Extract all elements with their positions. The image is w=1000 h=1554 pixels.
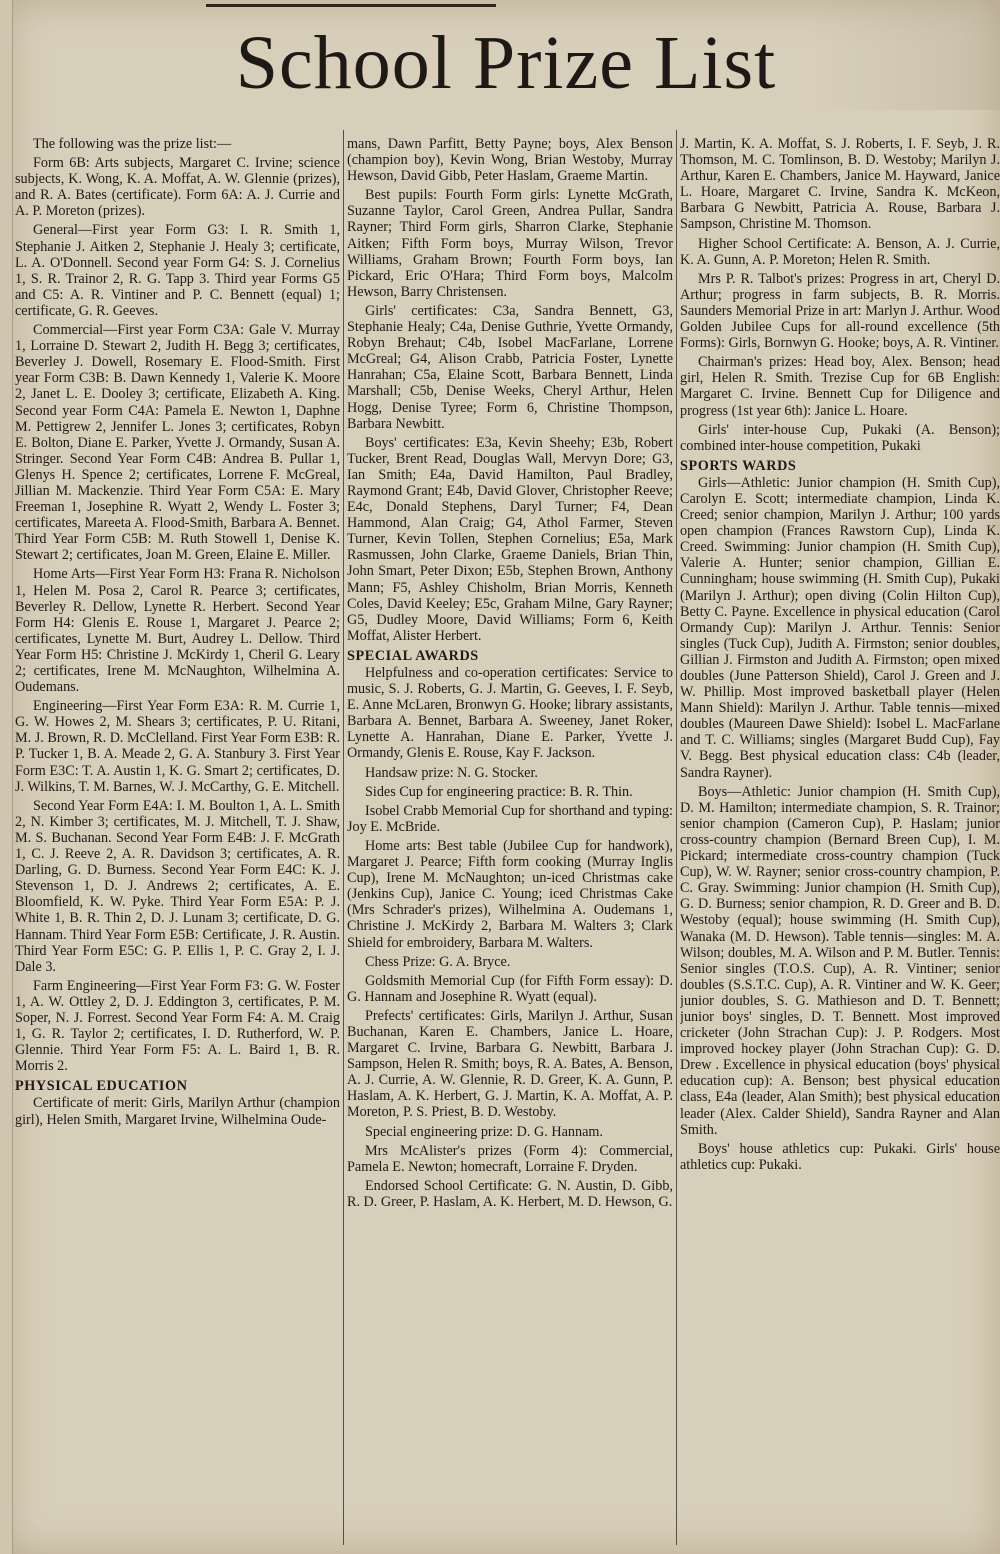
paragraph: Second Year Form E4A: I. M. Boulton 1, A. L. Smith 2, N. Kimber 3; certificates, M. J. Mitchell, T. J. Shaw, M. S. Buchanan. Second Year Form E4B: J. F. McGrath 1, C. J. Reeve 2, A. R. Davidson 3; certificates, A. R. Darling, G. D. Burness. Second Year Form E4C: K. J. Stevenson 1, D. J. Andrews 2; certificates, A. E. Bloomfield, K. W. Pyke. Third Year Form E5A: P. J. White 1, B. R. Thin 2, D. J. Lunam 3; certificate, D. G. Hannam. Third Year Form E5B: Certificate, J. R. Austin. Third Year Form E5C: G. P. Ellis 1, P. C. Gray 2, I. J. Dale 3. — [15, 797, 340, 975]
headline: School Prize List — [235, 21, 777, 105]
paragraph: Helpfulness and co-operation certificates: Service to music, S. J. Roberts, G. J. Martin, G. Geeves, I. F. Seyb, E. Anne McLaren, Bronwyn G. Hooke; library assistants, Barbara A. Bennet, Barbara A. Sweeney, Janet Roker, Lynette A. Hanrahan, Diane E. Parker, Yvette J. Ormandy, Glenis E. Rouse, Kay F. Jackson. — [347, 665, 673, 762]
paragraph: Girls' certificates: C3a, Sandra Bennett, G3, Stephanie Healy; C4a, Denise Guthrie, Yvette Ormandy, Robyn Brehaut; C4b, Isobel MacFarlane, Lorrene McGreal; G4, Alison Crabb, Patricia Foster, Lynette Hanrahan; C5a, Elaine Scott, Barbara Bennett, Linda Marshall; C5b, Denise Weeks, Cheryl Arthur, Helen Hogg, Denise Tyree; Form 6, Christine Thompson, Barbara Newbitt. — [347, 302, 673, 432]
paragraph: Isobel Crabb Memorial Cup for shorthand and typing: Joy E. McBride. — [347, 802, 673, 835]
paragraph: Goldsmith Memorial Cup (for Fifth Form essay): D. G. Hannam and Josephine R. Wyatt (equal). — [347, 972, 673, 1005]
paragraph: Mrs McAlister's prizes (Form 4): Commercial, Pamela E. Newton; homecraft, Lorraine F. Dryden. — [347, 1142, 673, 1175]
paragraph: Farm Engineering—First Year Form F3: G. W. Foster 1, A. W. Ottley 2, D. J. Eddington 3, certificates, P. M. Soper, N. J. Forrest. Second Year Form F4: A. M. Craig 1, G. R. Taylor 2; certificates, I. D. Rutherford, W. P. Glennie. Third Year Form F5: A. L. Baird 1, B. R. Morris 2. — [15, 977, 340, 1075]
paragraph: General—First year Form G3: I. R. Smith 1, Stephanie J. Aitken 2, Stephanie J. Healy 3; certificate, L. A. O'Donnell. Second year Form G4: S. J. Cornelius 1, S. R. Trainor 2, R. G. Tapp 3. Third year Forms G5 and C5: A. R. Vintiner and P. C. Bennett (equal) 1; certificate, G. R. Geeves. — [15, 222, 340, 319]
paragraph: Chairman's prizes: Head boy, Alex. Benson; head girl, Helen R. Smith. Trezise Cup for 6B English: Margaret C. Irvine. Bennett Cup for Diligence and progress (1st year 6th): Janice L. Hoare. — [680, 354, 1000, 419]
column-1 — [15, 136, 340, 1546]
paragraph: Sides Cup for engineering practice: B. R. Thin. — [365, 783, 633, 800]
column-3 — [680, 136, 1000, 1546]
paragraph: Special engineering prize: D. G. Hannam. — [365, 1123, 603, 1140]
paragraph: Commercial—First year Form C3A: Gale V. Murray 1, Lorraine D. Stewart 2, Judith H. Begg 3; certificates, Beverley J. Dowell, Rosemary E. Flood-Smith. First year Form C3B: B. Dawn Kennedy 1, Valerie K. Moore 2, Janet L. E. Dooley 3; certificate, Elizabeth A. King. Second year Form C4A: Pamela E. Newton 1, Daphne M. Pettigrew 2, Jennifer L. Jones 3; certificates, Robyn E. Bolton, Diane E. Parker, Yvette J. Ormandy, Susan A. Stringer. Second Year Form C4B: Andrea B. Pullar 1, Glenys H. Spence 2; certificates, Lorrene F. McGreal, Jillian M. Mackenzie. Third Year Form C5A: E. Mary Freeman 1, Josephine R. Wyatt 2, Wendy L. Foster 3; certificates, Mareeta A. Flood-Smith, Barbara A. Bennet. Third Year Form C5B: M. Ruth Stowell 1, Denise K. Stewart 2; certificates, Joan M. Green, Elaine E. Miller. — [15, 322, 340, 564]
column-2 — [347, 136, 673, 1546]
paragraph: Home arts: Best table (Jubilee Cup for handwork), Margaret J. Pearce; Fifth form cooking (Murray Inglis Cup), Irene M. McNaughton; un-iced Christmas cake (Jenkins Cup), Janice C. Young; iced Christmas Cake (Mrs Schrader's prizes), Wilhelmina A. Oudemans 1, Christine J. McKirdy 2, Barbara M. Walters 3; Clark Shield for embroidery, Barbara M. Walters. — [347, 837, 673, 951]
paragraph: Prefects' certificates: Girls, Marilyn J. Arthur, Susan Buchanan, Karen E. Chambers, Janice L. Hoare, Margaret C. Irvine, Barbara G. Newbitt, Barbara J. Sampson, Helen R. Smith; boys, R. A. Bates, A. Benson, A. J. Currie, A. W. Glennie, R. D. Greer, K. A. Gunn, P. Haslam, A. K. Herbert, G. J. Martin, K. A. Moffat, A. P. Moreton, P. S. Priest, B. D. Westoby. — [347, 1007, 673, 1121]
paragraph: Certificate of merit: Girls, Marilyn Arthur (champion girl), Helen Smith, Margaret Irvine, Wilhelmina Oude- — [15, 1095, 340, 1128]
paragraph: The following was the prize list:— — [33, 136, 232, 152]
section-heading: SPORTS WARDS — [680, 457, 797, 474]
paragraph: Mrs P. R. Talbot's prizes: Progress in art, Cheryl D. Arthur; progress in farm subjects, B. R. Morris. Saunders Memorial Prize in art: Marlyn J. Arthur. Wood Golden Jubilee Cups for all-round excellence (5th Forms): Girls, Bornwyn G. Hooke; boys, A. R. Vintiner. — [680, 270, 1000, 352]
paragraph: Endorsed School Certificate: G. N. Austin, D. Gibb, R. D. Greer, P. Haslam, A. K. Herbert, M. D. Hewson, G. — [347, 1177, 673, 1210]
paragraph: Girls' inter-house Cup, Pukaki (A. Benson); combined inter-house competition, Pukaki — [680, 421, 1000, 454]
paragraph: Boys' certificates: E3a, Kevin Sheehy; E3b, Robert Tucker, Brent Read, Douglas Wall, Mervyn Dore; G3, Ian Smith; E4a, David Hamilton, Paul Bradley, Raymond Grant; E4b, David Glover, Christopher Reeve; E4c, Donald Stephens, Daryl Turner; F4, Dean Hammond, Alan Craig; G4, Athol Farmer, Steven Turner, Kevin Tollen, Stephen Cornelius; E5a, Mark Rasmussen, John Clarke, Graeme Daniels, Brian Thin, John Smart, Peter Dixon; E5b, Stephen Brown, Anthony Mann; F5, Ashley Chisholm, Brian Morris, Kenneth Coles, David Keeley; E5c, Graham Milne, Gary Rayner; G5, Dudley Moore, David Williams; Form 6, Keith Moffat, Alister Herbert. — [347, 434, 673, 644]
paragraph: Engineering—First Year Form E3A: R. M. Currie 1, G. W. Howes 2, M. Shears 3; certificates, P. U. Ritani, M. J. Brown, R. D. McClelland. First Year Form E3B: R. P. Tucker 1, B. A. Meade 2, G. A. Stanbury 3. First Year Form E3C: T. A. Austin 1, K. G. Smart 2; certificates, D. J. Wilkins, T. M. Barnes, W. J. McCarthy, G. E. Mitchell. — [15, 698, 340, 795]
adjacent-clipping-strip — [0, 0, 13, 1554]
paragraph: Home Arts—First Year Form H3: Frana R. Nicholson 1, Helen M. Posa 2, Carol R. Pearce 3; certificates, Beverley R. Dellow, Lynette R. Herbert. Second Year Form H4: Glenis E. Rouse 1, Margaret J. Pearce 2; certificates, Lynette M. Burt, Audrey L. Dellow. Third Year Form H5: Christine J. McKirdy 1, Cheril G. Leary 2; certificates, Irene M. McNaughton, Wilhelmina A. Oudemans. — [15, 566, 340, 696]
section-heading: SPECIAL AWARDS — [347, 647, 479, 664]
column-rule — [343, 130, 344, 1545]
newspaper-clipping — [6, 0, 1000, 1554]
paragraph: Boys—Athletic: Junior champion (H. Smith Cup), D. M. Hamilton; intermediate champion, S. R. Trainor; senior champion (Cameron Cup), P. Haslam; junior cross-country champion (Bernard Breen Cup), I. M. Pickard; intermediate cross-country champion (Tuck Cup), W. W. Rayner; senior cross-country champion, P. C. Gray. Swimming: Junior champion (H. Smith Cup), G. D. Burness; senior champion, R. D. Greer and B. D. Westoby (equal); house swimming (H. Smith Cup), Wanaka (M. D. Hewson). Table tennis—singles: M. A. Wilson; doubles, M. A. Wilson and P. M. Butler. Tennis: Senior singles (T.O.S. Cup), A. R. Vintiner; senior doubles (S.S.T.C. Cup), A. R. Vintiner and W. K. Geer; junior doubles, S. G. Mathieson and D. T. Bennett; junior boys' singles, D. T. Bennett. Most improved cricketer (John Strachan Cup): J. P. Rodgers. Most improved hockey player (John Strachan Cup): G. D. Drew . Excellence in physical education (boys' physical education cup): A. Benson; best physical education class, E4a (leader, Alan Smith); best physical education leader (Alex. Calder Shield), Sandra Rayner and Alan Smith. — [680, 783, 1000, 1138]
paragraph: Boys' house athletics cup: Pukaki. Girls' house athletics cup: Pukaki. — [680, 1140, 1000, 1173]
top-rule — [206, 4, 496, 7]
paragraph: Best pupils: Fourth Form girls: Lynette McGrath, Suzanne Taylor, Carol Green, Andrea Pullar, Sandra Rayner; Third Form girls, Sharron Clarke, Stephanie Aitken; Fifth Form boys, Murray Wilson, Trevor Williams, Graham Brown; Fourth Form boys, Ian Pickard, Eric O'Hara; Third Form boys, Malcolm Hewson, Barry Christensen. — [347, 187, 673, 300]
column-rule — [676, 130, 677, 1545]
paragraph: Form 6B: Arts subjects, Margaret C. Irvine; science subjects, K. Wong, K. A. Moffat, A. W. Glennie (prizes), and R. A. Bates (certificate). Form 6A: A. J. Currie and A. P. Moreton (prizes). — [15, 155, 340, 220]
paragraph: J. Martin, K. A. Moffat, S. J. Roberts, I. F. Seyb, J. R. Thomson, M. C. Tomlinson, B. D. Westoby; Marilyn J. Arthur, Karen E. Chambers, Janice M. Hayward, Janice L. Hoare, Margaret C. Irvine, Sandra K. McKeon, Barbara G Newbitt, Patricia A. Rouse, Barbara J. Sampson, Christine M. Thomson. — [680, 136, 1000, 233]
paragraph: Higher School Certificate: A. Benson, A. J. Currie, K. A. Gunn, A. P. Moreton; Helen R. Smith. — [680, 235, 1000, 268]
paragraph: Chess Prize: G. A. Bryce. — [365, 953, 511, 970]
paragraph: mans, Dawn Parfitt, Betty Payne; boys, Alex Benson (champion boy), Kevin Wong, Brian Westoby, Murray Hewson, David Gibb, Peter Haslam, Graeme Martin. — [347, 136, 673, 185]
paragraph: Girls—Athletic: Junior champion (H. Smith Cup), Carolyn E. Scott; intermediate champion, Linda K. Creed; senior champion, Marilyn J. Arthur; 100 yards open champion (Frances Rawstorn Cup), Linda K. Creed. Swimming: Junior champion (H. Smith Cup), Valerie A. Hunter; senior champion, Gillian E. Cunningham; house swimming (H. Smith Cup), Pukaki (Marilyn J. Arthur); open diving (Colin Hilton Cup), Betty C. Payne. Excellence in physical education (Carol Ormandy Cup): Marilyn J. Arthur. Tennis: Senior singles (Tuck Cup), Judith A. Firmston; senior doubles, Gillian J. Firmston and Judith A. Firmston; open mixed doubles (June Patterson Shield), Carol J. Green and J. W. Phillip. Most improved basketball player (Helen Mann Shield): Marilyn J. Arthur. Table tennis—mixed doubles (Maureen Dawe Shield): Isobel L. MacFarlane and T. C. Williams; singles (Margaret Budd Cup), Fay V. Begg. Best physical education class: C4b (leader, Sandra Rayner). — [680, 474, 1000, 781]
section-heading: PHYSICAL EDUCATION — [15, 1078, 188, 1095]
paragraph: Handsaw prize: N. G. Stocker. — [365, 764, 538, 781]
